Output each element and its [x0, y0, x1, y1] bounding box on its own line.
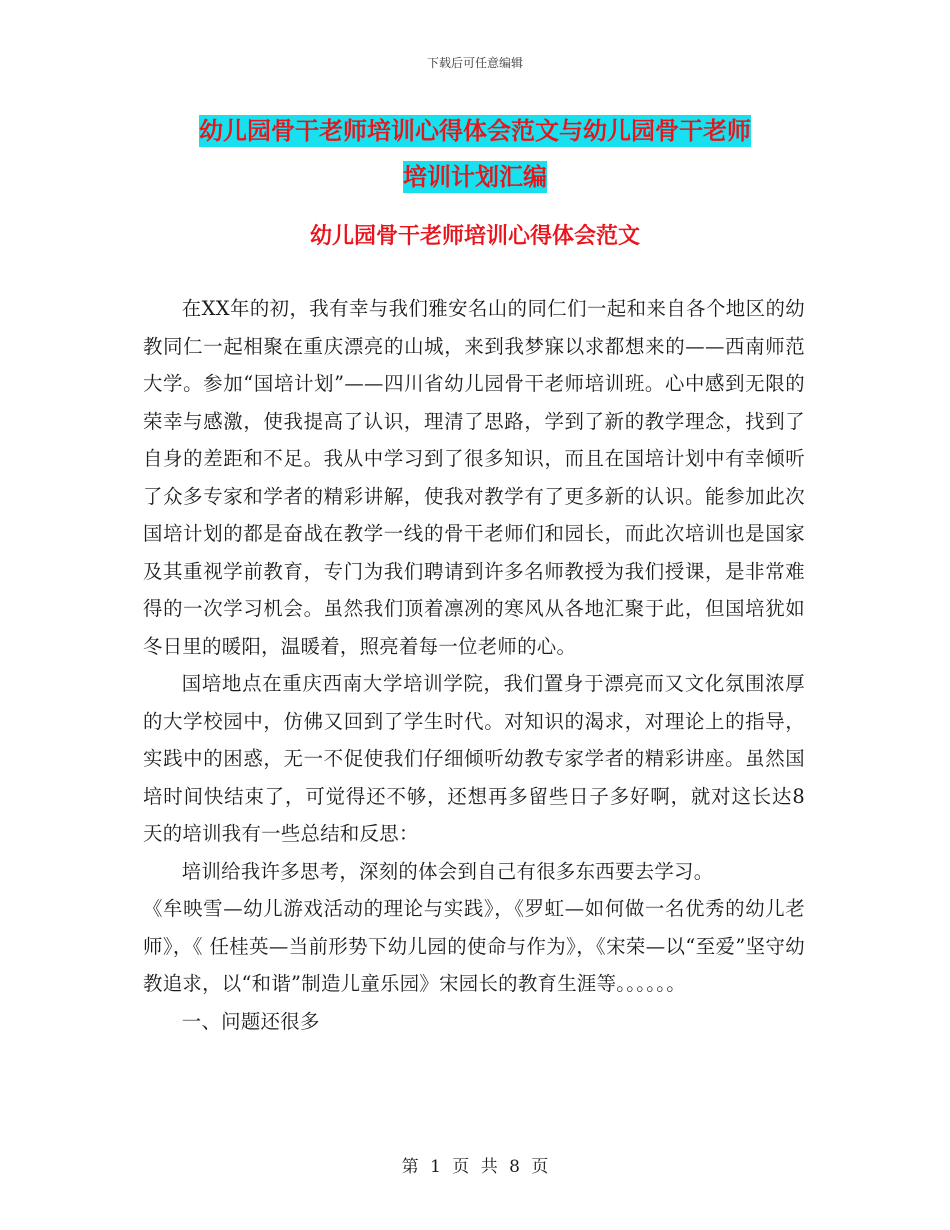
body-text	[143, 290, 805, 1040]
page-footer: 第 1 页 共 8 页	[401, 1157, 549, 1177]
paragraph: 国培地点在重庆西南大学培训学院，我们置身于漂亮而又文化氛围浓厚的大学校园中，仿佛又回到了学生时代。对知识的渴求，对理论上的指导，实践中的困惑，无一不促使我们仔细倾听幼教专家学者的精彩讲座。虽然国培时间快结束了，可觉得还不够，还想再多留些日子多好啊，就对这长达8天的培训我有一些总结和反思：	[143, 672, 805, 845]
paragraph: 培训给我许多思考，深刻的体会到自己有很多东西要去学习。	[181, 859, 714, 883]
header-note: 下载后可任意编辑	[426, 56, 523, 70]
paragraph: 《牟映雪—幼儿游戏活动的理论与实践》，《罗虹—如何做一名优秀的幼儿老师》，《 任桂英—当前形势下幼儿园的使命与作为》，《宋荣—以“至爱”坚守幼教追求，以“和谐”制造儿童乐园》宋园长的教育生涯等。。。。。。	[143, 897, 805, 995]
section-title: 幼儿园骨干老师培训心得体会范文	[309, 224, 640, 249]
paragraph: 在XX年的初，我有幸与我们雅安名山的同仁们一起和来自各个地区的幼教同仁一起相聚在重庆漂亮的山城，来到我梦寐以求都想来的——西南师范大学。参加“国培计划”——四川省幼儿园骨干老师培训班。心中感到无限的荣幸与感激，使我提高了认识，理清了思路，学到了新的教学理念，找到了自身的差距和不足。我从中学习到了很多知识，而且在国培计划中有幸倾听了众多专家和学者的精彩讲解，使我对教学有了更多新的认识。能参加此次国培计划的都是奋战在教学一线的骨干老师们和园长，而此次培训也是国家及其重视学前教育，专门为我们聘请到许多名师教授为我们授课，是非常难得的一次学习机会。虽然我们顶着凛冽的寒风从各地汇聚于此，但国培犹如冬日里的暖阳，温暖着，照亮着每一位老师的心。	[143, 297, 805, 658]
document-title-line-2: 培训计划汇编	[403, 163, 547, 191]
document-title	[150, 108, 800, 200]
document-title-line-1: 幼儿园骨干老师培训心得体会范文与幼儿园骨干老师	[199, 117, 751, 145]
paragraph: 一、问题还很多	[181, 1009, 320, 1033]
